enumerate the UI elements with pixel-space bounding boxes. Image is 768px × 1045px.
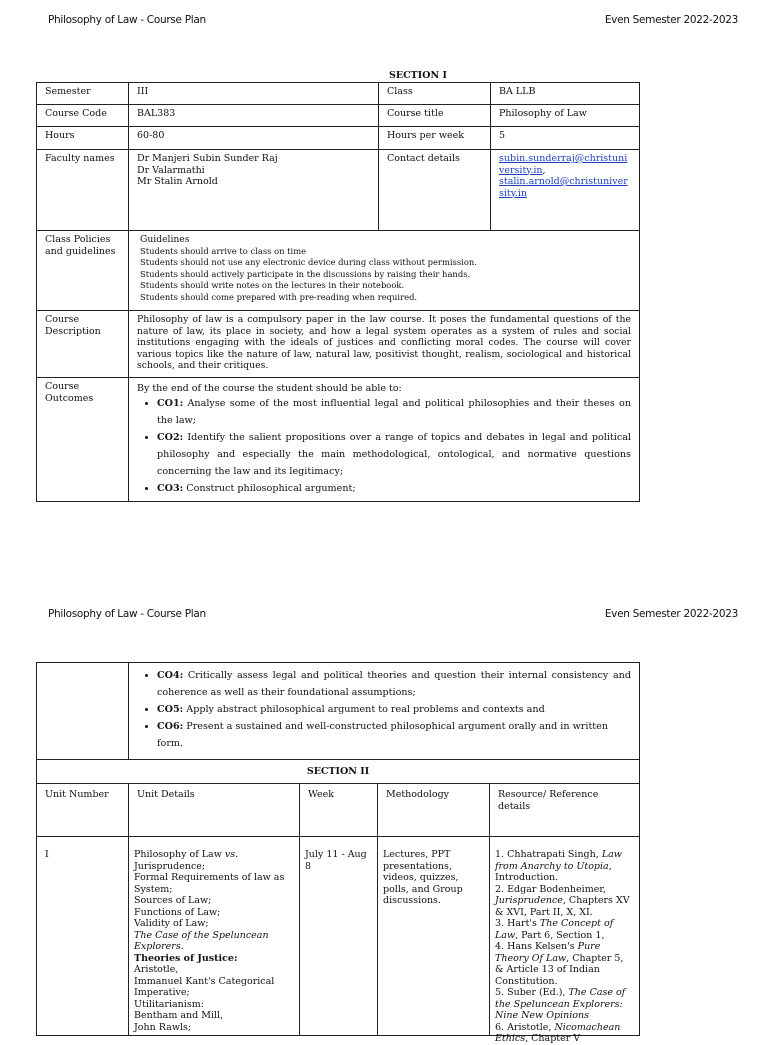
unit-week: July 11 - Aug 8: [299, 836, 378, 1036]
col-week: Week: [299, 783, 378, 837]
description-label-line: Description: [45, 325, 101, 337]
description-label-line: Course: [45, 314, 80, 325]
guideline-item: Students should write notes on the lectures in their notebook.: [140, 280, 405, 290]
course-outcomes: [128, 377, 640, 502]
ref-text: 6. Aristotle,: [495, 1021, 555, 1033]
faculty-name: Mr Stalin Arnold: [137, 176, 218, 187]
outcome-code: CO4:: [157, 670, 184, 681]
ref-text: 1. Chhatrapati Singh,: [495, 849, 602, 860]
unit-detail-line: [134, 849, 291, 861]
ref-text: 2. Edgar Bodenheimer,: [495, 883, 606, 895]
course-code-label: Course Code: [36, 104, 129, 127]
unit-detail-line: Utilitarianism:: [134, 998, 204, 1010]
outcome-item: [157, 701, 631, 718]
header-left: Philosophy of Law - Course Plan: [48, 608, 206, 620]
outcome-code: CO3:: [157, 482, 184, 494]
hours-value: 60-80: [128, 126, 379, 150]
page-2: [0, 594, 768, 1044]
outcome-item: [157, 395, 631, 429]
class-label: Class: [378, 82, 491, 105]
outcomes-label: [36, 377, 129, 502]
contact-label: Contact details: [378, 149, 491, 231]
policies-label: [36, 230, 129, 311]
outcome-item: [157, 429, 631, 480]
section-2-title: SECTION II: [36, 759, 640, 784]
outcome-text: Critically assess legal and political theories and question their internal consistency and coherence as well as their foundational assumptions;: [157, 670, 631, 698]
unit-detail-line: John Rawls;: [134, 1021, 192, 1033]
course-outcomes-cont: [128, 662, 640, 760]
unit-detail-text: vs.: [224, 849, 239, 860]
outcomes-list: [137, 395, 631, 497]
outcome-item: [157, 667, 631, 701]
unit-resources: [489, 836, 640, 1044]
unit-details: [128, 836, 300, 1036]
outcomes-label-line: Course: [45, 381, 80, 392]
faculty-name: Dr Manjeri Subin Sunder Raj: [137, 153, 278, 164]
guideline-item: Students should come prepared with pre-reading when required.: [140, 291, 418, 302]
outcome-text: Construct philosophical argument;: [183, 482, 356, 494]
header-left: Philosophy of Law - Course Plan: [48, 14, 206, 26]
unit-detail-line: Formal Requirements of law as System;: [134, 872, 285, 895]
contact-separator: ,: [542, 164, 546, 176]
unit-detail-line: Sources of Law;: [134, 895, 212, 906]
unit-detail-line: Theories of Justice:: [134, 952, 238, 964]
outcome-code: CO5:: [157, 704, 184, 715]
ref-title: Law from Anarchy to Utopia: [495, 849, 622, 872]
contact-details: [490, 149, 640, 231]
outcome-item: [157, 718, 631, 752]
col-unit-details: Unit Details: [128, 783, 300, 837]
unit-number: I: [36, 836, 129, 1036]
faculty-name: Dr Valarmathi: [137, 164, 205, 176]
reference-item: [495, 1022, 633, 1045]
hours-label: Hours: [36, 126, 129, 150]
contact-email-link[interactable]: stalin.arnold@christuniversity.in: [499, 176, 628, 199]
unit-detail-text: Philosophy of Law: [134, 849, 225, 860]
reference-item: [495, 918, 633, 941]
guidelines-title: Guidelines: [140, 234, 190, 245]
course-description: Philosophy of law is a compulsory paper in the law course. It poses the fundamental questions of the nature of law, its place in society, and how a legal system operates as a system of rules and social institutions engaging with the ideals of justices and conflicting moral codes. The course will cover various topics like the nature of law, natural law, positivist thought, realism, sociological and historical schools, and their critiques.: [128, 310, 640, 378]
ref-title: Nicomachean Ethics: [495, 1021, 621, 1044]
reference-item: [495, 849, 633, 884]
faculty-label: Faculty names: [36, 149, 129, 231]
reference-item: [495, 987, 633, 1022]
course-title-value: Philosophy of Law: [490, 104, 640, 127]
hours-per-week-value: 5: [490, 126, 640, 150]
outcome-text: Analyse some of the most influential legal and political philosophies and their theses on the law;: [157, 397, 631, 426]
policies-label-line: Class Policies: [45, 234, 111, 245]
outcome-text: Apply abstract philosophical argument to real problems and contexts and: [183, 704, 545, 715]
reference-item: [495, 941, 633, 987]
course-title-label: Course title: [378, 104, 491, 127]
ref-text: 3. Hart's: [495, 918, 540, 929]
outcome-code: CO6:: [157, 721, 184, 732]
ref-title: Pure Theory Of Law: [495, 941, 601, 964]
ref-title: Jurisprudence: [495, 895, 563, 906]
unit-detail-line: Bentham and Mill,: [134, 1010, 224, 1021]
section-1-title: SECTION I: [389, 70, 447, 81]
header-right: Even Semester 2022-2023: [604, 14, 738, 26]
outcomes-intro: By the end of the course the student should be able to:: [137, 383, 402, 394]
col-methodology: Methodology: [377, 783, 490, 837]
outcome-text: Present a sustained and well-constructed philosophical argument orally and in written form.: [157, 721, 609, 749]
guideline-item: Students should not use any electronic device during class without permission.: [140, 257, 477, 267]
outcomes-list: [137, 667, 631, 752]
ref-title: The Case of the Speluncean Explorers: Nine New Opinions: [495, 987, 626, 1021]
semester-value: III: [128, 82, 379, 105]
ref-text: , Introduction.: [495, 860, 612, 883]
unit-detail-line: Aristotle,: [134, 964, 179, 975]
outcome-item: [157, 480, 631, 497]
semester-label: Semester: [36, 82, 129, 105]
guidelines-block: [128, 230, 640, 311]
course-code-value: BAL383: [128, 104, 379, 127]
outcomes-label-line: Outcomes: [45, 392, 94, 404]
policies-label-line: and guidelines: [45, 245, 116, 257]
ref-text: , Chapter V: [525, 1033, 581, 1044]
faculty-names: [128, 149, 379, 231]
outcome-code: CO1:: [157, 397, 184, 409]
guideline-item: Students should arrive to class on time: [140, 245, 307, 256]
unit-methodology: Lectures, PPT presentations, videos, quizzes, polls, and Group discussions.: [377, 836, 490, 1036]
unit-detail-line: The Case of the Speluncean Explorers.: [134, 929, 269, 952]
ref-text: , Chapters XV & XVI, Part II, X, XI.: [495, 895, 630, 918]
reference-item: [495, 884, 633, 919]
unit-detail-line: Validity of Law;: [134, 918, 209, 929]
outcomes-label-cont: [36, 662, 129, 760]
outcome-code: CO2:: [157, 431, 184, 443]
description-label: [36, 310, 129, 378]
unit-detail-line: Immanuel Kant's Categorical Imperative;: [134, 975, 275, 998]
guideline-item: Students should actively participate in the discussions by raising their hands.: [140, 268, 471, 279]
col-unit-number: Unit Number: [36, 783, 129, 837]
contact-email-link[interactable]: subin.sunderraj@christuniversity.in: [499, 153, 628, 176]
header-right: Even Semester 2022-2023: [604, 608, 738, 620]
unit-detail-line: Functions of Law;: [134, 906, 221, 918]
outcome-text: Identify the salient propositions over a range of topics and debates in legal and political philosophy and especially the main methodological, ontological, and normative questions concerning the law and its legitimacy;: [157, 431, 631, 477]
ref-title: The Concept of Law: [495, 918, 614, 941]
ref-text: 4. Hans Kelsen's: [495, 941, 578, 952]
ref-text: , Chapter 5, & Article 13 of Indian Constitution.: [495, 952, 624, 987]
col-resources: Resource/ Reference details: [489, 783, 640, 837]
class-value: BA LLB: [490, 82, 640, 105]
ref-text: , Part 6, Section 1,: [515, 929, 605, 941]
hours-per-week-label: Hours per week: [378, 126, 491, 150]
unit-detail-line: Jurisprudence;: [134, 860, 206, 872]
ref-text: 5. Suber (Ed.),: [495, 987, 569, 998]
